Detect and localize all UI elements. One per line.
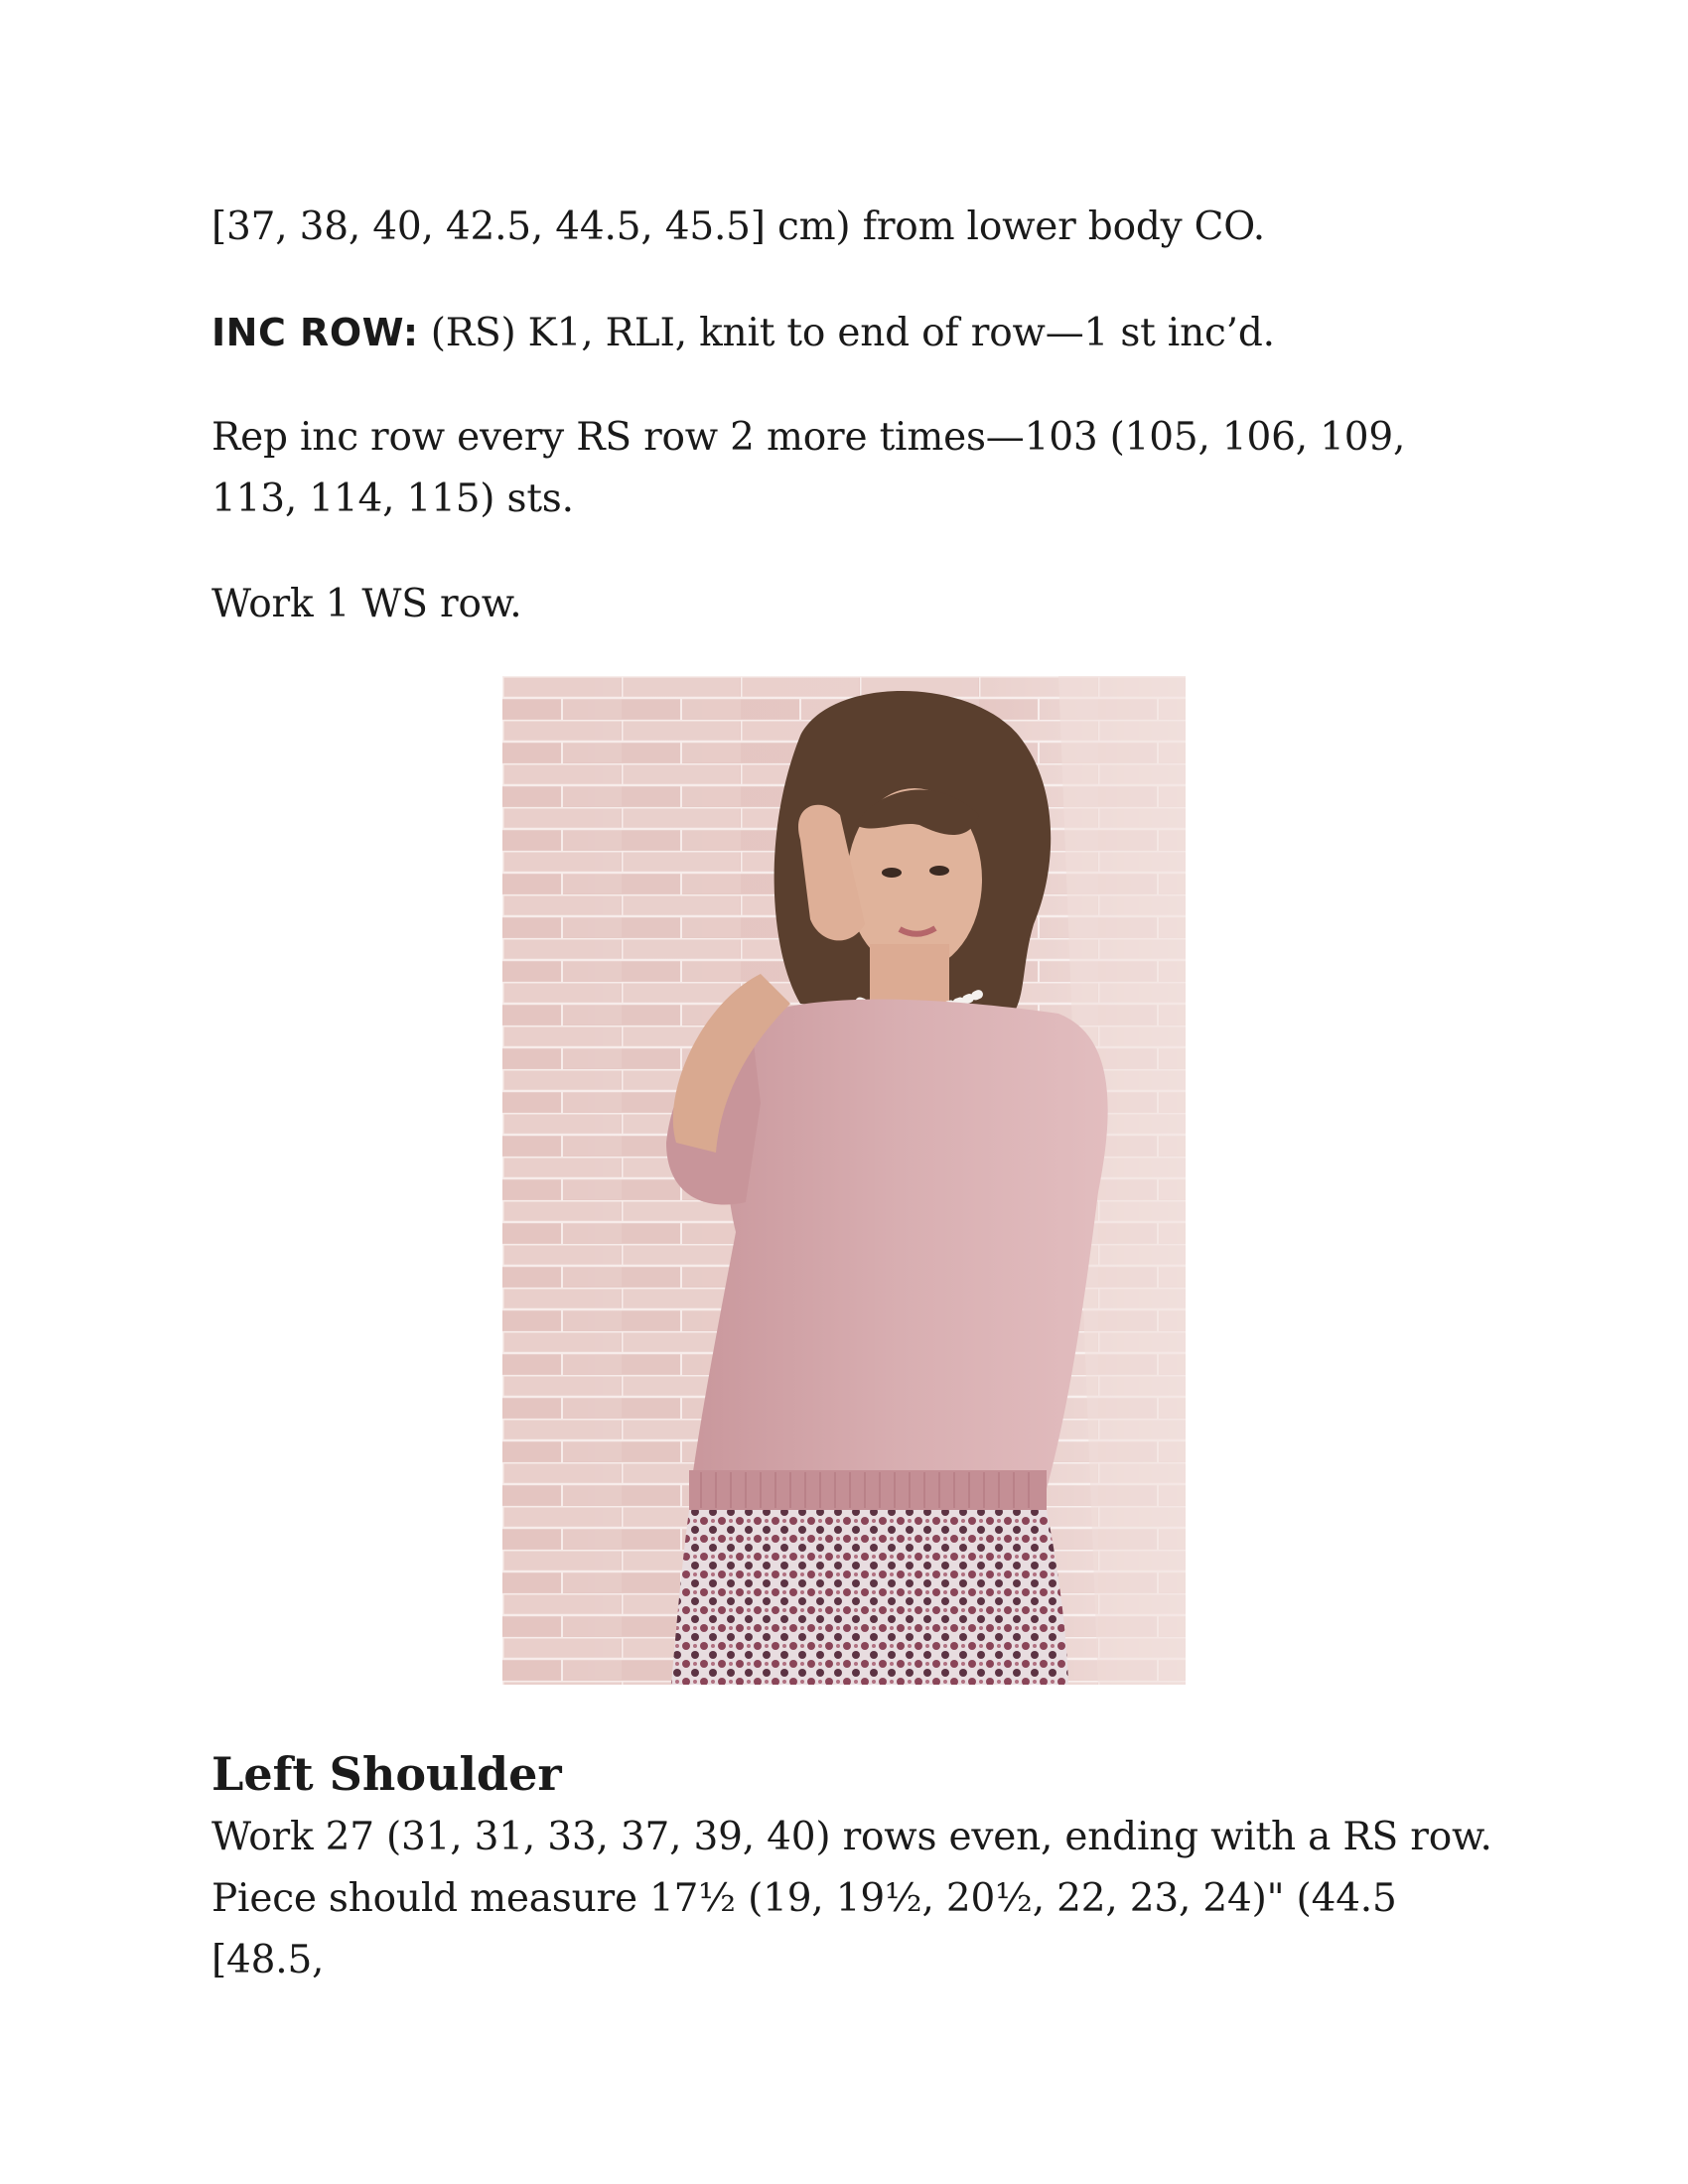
section-title-left-shoulder: Left Shoulder (211, 1747, 562, 1801)
paragraph-text: (RS) K1, RLI, knit to end of row—1 st inc’d. (418, 311, 1275, 355)
paragraph-measurement (211, 197, 1492, 258)
paragraph-repeat-inc (211, 407, 1492, 530)
inc-row-heading: INC ROW: (211, 311, 419, 354)
sweater-hem (689, 1470, 1047, 1510)
paragraph-left-shoulder (211, 1807, 1492, 1991)
model-photo (502, 676, 1186, 1685)
paragraph-inc-row (211, 302, 1492, 364)
patterned-pants (671, 1510, 1068, 1685)
paragraph-text: [37, 38, 40, 42.5, 44.5, 45.5] cm) from lower body CO. (211, 205, 1265, 249)
model-photo-illustration (502, 676, 1186, 1685)
paragraph-text: Rep inc row every RS row 2 more times—103 (105, 106, 109, 113, 114, 115) sts. (211, 415, 1406, 521)
paragraph-text: Work 1 WS row. (211, 582, 522, 626)
paragraph-ws-row (211, 574, 1492, 635)
paragraph-text: Work 27 (31, 31, 33, 37, 39, 40) rows even, ending with a RS row. Piece should measure 17½ (19, 19½, 20½, 22, 23, 24)" (44.5 [48.5, (211, 1815, 1492, 1982)
